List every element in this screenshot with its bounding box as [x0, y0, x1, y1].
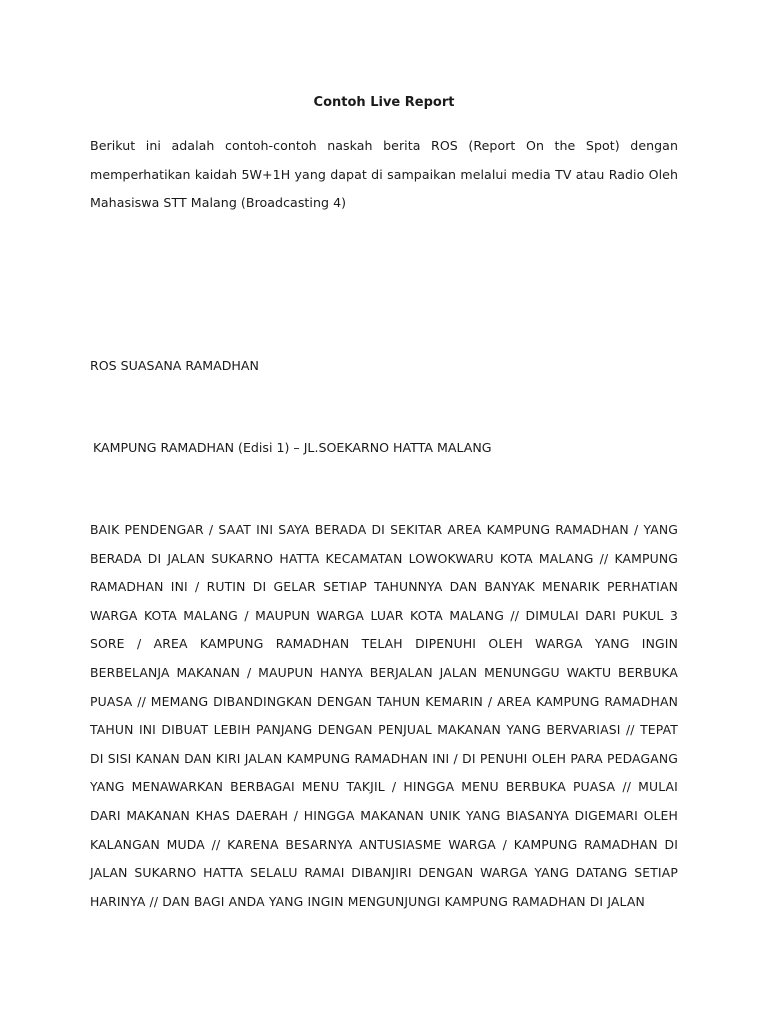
- report-body-paragraph: BAIK PENDENGAR / SAAT INI SAYA BERADA DI SEKITAR AREA KAMPUNG RAMADHAN / YANG BERADA DI JALAN SUKARNO HATTA KECAMATAN LOWOKWARU KOTA MALANG // KAMPUNG RAMADHAN INI / RUTIN DI GELAR SETIAP TAHUNNYA DAN BANYAK MENARIK PERHATIAN WARGA KOTA MALANG / MAUPUN WARGA LUAR KOTA MALANG // DIMULAI DARI PUKUL 3 SORE / AREA KAMPUNG RAMADHAN TELAH DIPENUHI OLEH WARGA YANG INGIN BERBELANJA MAKANAN / MAUPUN HANYA BERJALAN JALAN MENUNGGU WAKTU BERBUKA PUASA // MEMANG DIBANDINGKAN DENGAN TAHUN KEMARIN / AREA KAMPUNG RAMADHAN TAHUN INI DIBUAT LEBIH PANJANG DENGAN PENJUAL MAKANAN YANG BERVARIASI // TEPAT DI SISI KANAN DAN KIRI JALAN KAMPUNG RAMADHAN INI / DI PENUHI OLEH PARA PEDAGANG YANG MENAWARKAN BERBAGAI MENU TAKJIL / HINGGA MENU BERBUKA PUASA // MULAI DARI MAKANAN KHAS DAERAH / HINGGA MAKANAN UNIK YANG BIASANYA DIGEMARI OLEH KALANGAN MUDA // KARENA BESARNYA ANTUSIASME WARGA / KAMPUNG RAMADHAN DI JALAN SUKARNO HATTA SELALU RAMAI DIBANJIRI DENGAN WARGA YANG DATANG SETIAP HARINYA // DAN BAGI ANDA YANG INGIN MENGUNJUNGI KAMPUNG RAMADHAN DI JALAN: [90, 522, 678, 909]
- page-title: Contoh Live Report: [313, 95, 455, 110]
- section-heading: ROS SUASANA RAMADHAN: [90, 358, 259, 373]
- intro-paragraph: Berikut ini adalah contoh-contoh naskah berita ROS (Report On the Spot) dengan memperhatikan kaidah 5W+1H yang dapat di sampaikan melalui media TV atau Radio Oleh Mahasiswa STT Malang (Broadcasting 4): [90, 138, 678, 210]
- sub-heading: KAMPUNG RAMADHAN (Edisi 1) – JL.SOEKARNO HATTA MALANG: [93, 440, 492, 455]
